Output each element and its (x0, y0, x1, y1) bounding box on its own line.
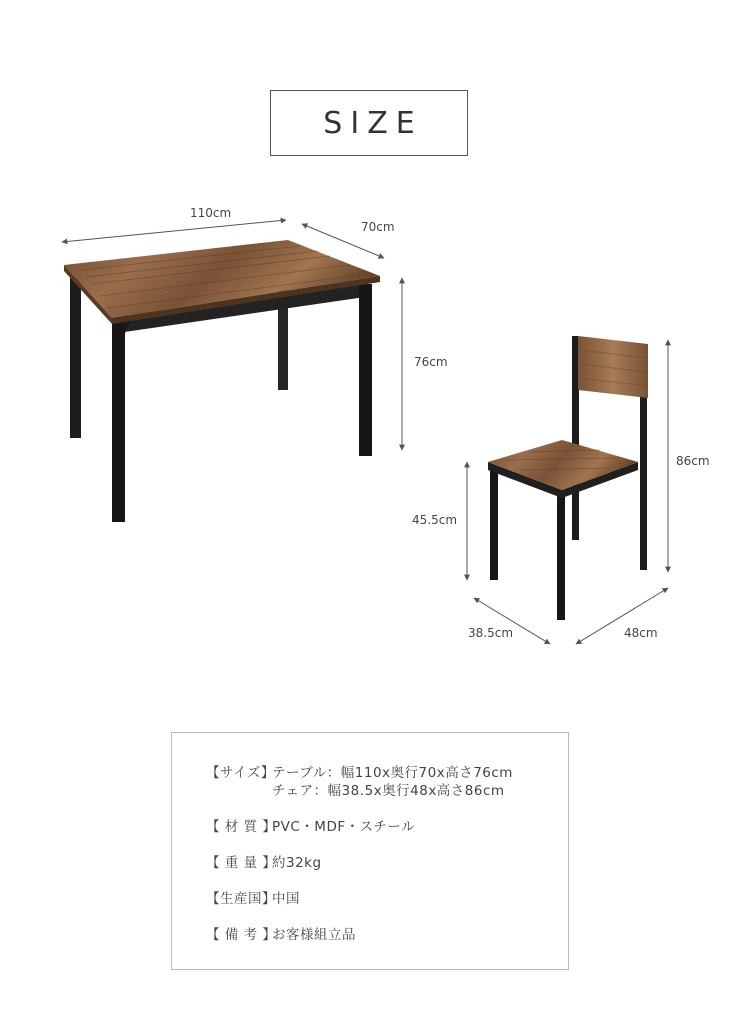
table-depth-label: 70cm (361, 220, 395, 234)
table-width-label: 110cm (190, 206, 232, 220)
size-title: SIZE (323, 105, 423, 141)
table-height-label: 76cm (414, 355, 448, 369)
spec-notes-value: お客様組立品 (272, 927, 356, 943)
chair-width-label: 48cm (624, 626, 658, 640)
dining-chair (488, 336, 648, 620)
spec-weight-label: 【 重 量 】 (206, 855, 277, 871)
table-front-left-leg (112, 318, 125, 522)
chair-back-left-upright (572, 336, 579, 540)
table-back-left-leg (70, 278, 81, 438)
spec-size-chair-value: チェア：幅38.5x奥行48x高さ86cm (272, 783, 505, 799)
spec-weight-value: 約32kg (272, 855, 322, 871)
spec-notes-row (206, 923, 356, 943)
spec-material-label: 【 材 質 】 (206, 819, 277, 835)
chair-front-left-leg (490, 468, 498, 580)
spec-size-table-value: テーブル：幅110x奥行70x高さ76cm (272, 765, 513, 781)
chair-front-right-leg (557, 492, 565, 620)
spec-notes-label: 【 備 考 】 (206, 927, 277, 943)
spec-size-row (206, 761, 513, 781)
chair-depth-label: 38.5cm (468, 626, 514, 640)
spec-size-label: 【サイズ】 (206, 765, 275, 781)
dining-table (64, 240, 380, 522)
chair-backrest (578, 336, 648, 398)
chair-seat-height-label: 45.5cm (412, 513, 458, 527)
spec-origin-row (206, 887, 300, 907)
table-width-arrow (62, 220, 286, 242)
chair-height-label: 86cm (676, 454, 710, 468)
spec-weight-row (206, 851, 322, 871)
spec-origin-label: 【生産国】 (206, 891, 276, 907)
spec-origin-value: 中国 (272, 891, 300, 907)
spec-table (171, 732, 569, 970)
table-front-right-leg (359, 284, 372, 456)
spec-material-value: PVC・MDF・スチール (272, 819, 416, 835)
spec-material-row (206, 815, 415, 835)
chair-seat (488, 440, 638, 490)
